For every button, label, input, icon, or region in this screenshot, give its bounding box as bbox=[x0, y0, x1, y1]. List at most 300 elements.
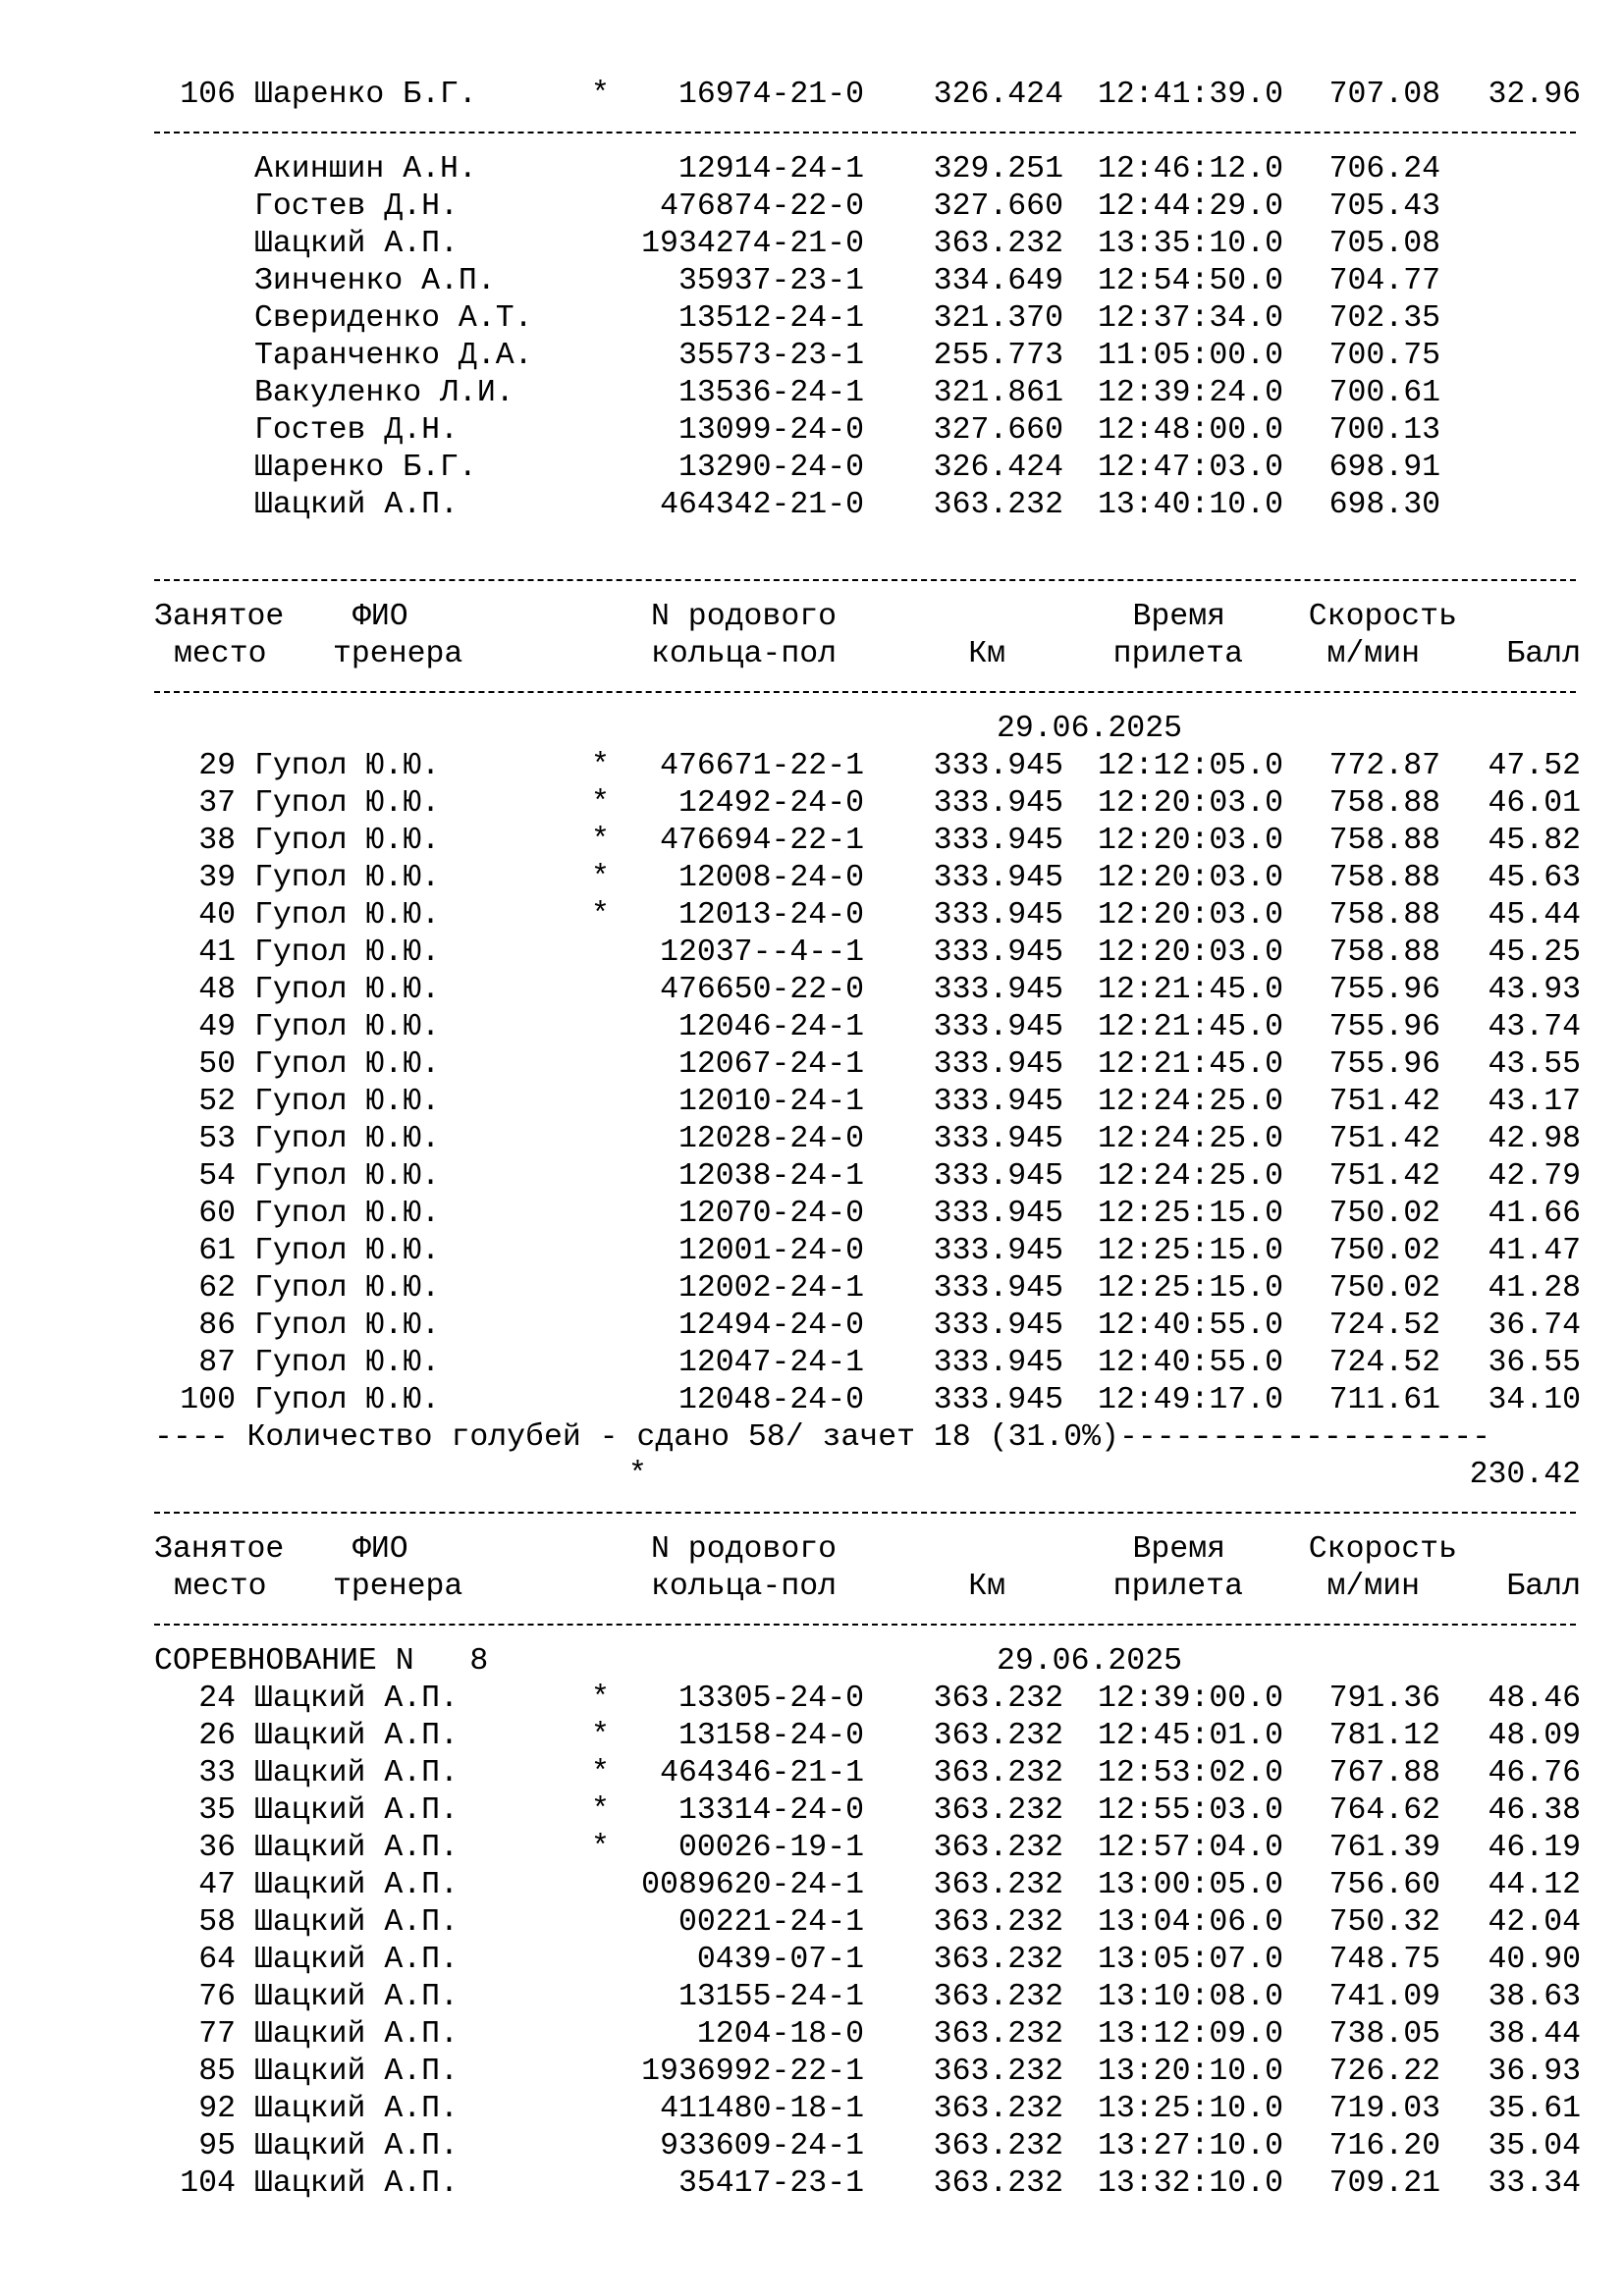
score-cell: 41.28 bbox=[1488, 1271, 1581, 1306]
place-cell: 47 bbox=[198, 1868, 236, 1902]
speed-cell: 700.75 bbox=[1328, 339, 1440, 373]
trainer-name-cell: Шацкий А.П. bbox=[254, 1756, 459, 1790]
arrival-time-cell: 12:57:04.0 bbox=[1097, 1831, 1283, 1865]
header-speed-2: м/мин bbox=[1326, 1570, 1420, 1604]
trainer-name-cell: Гупол Ю.Ю. bbox=[254, 1383, 441, 1417]
trainer-name-cell: Свериденко А.Т. bbox=[254, 301, 533, 336]
speed-cell: 726.22 bbox=[1328, 2055, 1440, 2089]
speed-cell: 702.35 bbox=[1328, 301, 1440, 336]
ring-number-cell: 12048-24-0 bbox=[677, 1383, 864, 1417]
trainer-name-cell: Шацкий А.П. bbox=[254, 227, 459, 261]
speed-cell: 707.08 bbox=[1328, 78, 1440, 112]
arrival-time-cell: 12:47:03.0 bbox=[1097, 451, 1283, 485]
header-ring-2: кольца-пол bbox=[651, 637, 838, 671]
ring-number-cell: 12914-24-1 bbox=[677, 152, 864, 187]
header-place-2: место bbox=[174, 1570, 267, 1604]
distance-cell: 333.945 bbox=[933, 1271, 1063, 1306]
table-row bbox=[0, 1196, 1624, 1233]
speed-cell: 756.60 bbox=[1328, 1868, 1440, 1902]
arrival-time-cell: 12:44:29.0 bbox=[1097, 189, 1283, 224]
arrival-time-cell: 12:25:15.0 bbox=[1097, 1234, 1283, 1268]
trainer-name-cell: Шацкий А.П. bbox=[254, 1831, 459, 1865]
score-cell: 44.12 bbox=[1488, 1868, 1581, 1902]
table-row bbox=[0, 1046, 1624, 1084]
place-cell: 37 bbox=[198, 786, 236, 821]
score-cell: 40.90 bbox=[1488, 1943, 1581, 1977]
trainer-name-cell: Гупол Ю.Ю. bbox=[254, 1308, 441, 1343]
table-row bbox=[0, 897, 1624, 934]
ring-number-cell: 476874-22-0 bbox=[660, 189, 864, 224]
trainer-name-cell: Шацкий А.П. bbox=[254, 1719, 459, 1753]
distance-cell: 363.232 bbox=[933, 488, 1063, 522]
table-row bbox=[0, 1904, 1624, 1942]
score-cell: 36.55 bbox=[1488, 1346, 1581, 1380]
table-row bbox=[0, 860, 1624, 897]
score-cell: 46.19 bbox=[1488, 1831, 1581, 1865]
speed-cell: 724.52 bbox=[1328, 1308, 1440, 1343]
arrival-time-cell: 12:20:03.0 bbox=[1097, 935, 1283, 970]
arrival-time-cell: 13:12:09.0 bbox=[1097, 2017, 1283, 2052]
trainer-name-cell: Гупол Ю.Ю. bbox=[254, 1159, 441, 1194]
table-row bbox=[0, 1084, 1624, 1121]
speed-cell: 706.24 bbox=[1328, 152, 1440, 187]
distance-cell: 333.945 bbox=[933, 1010, 1063, 1044]
header-fio-2: тренера bbox=[333, 637, 463, 671]
speed-cell: 711.61 bbox=[1328, 1383, 1440, 1417]
arrival-time-cell: 13:27:10.0 bbox=[1097, 2129, 1283, 2163]
score-cell: 34.10 bbox=[1488, 1383, 1581, 1417]
speed-cell: 755.96 bbox=[1328, 1010, 1440, 1044]
distance-cell: 363.232 bbox=[933, 1793, 1063, 1828]
place-cell: 95 bbox=[198, 2129, 236, 2163]
ring-number-cell: 1934274-21-0 bbox=[641, 227, 864, 261]
divider-line bbox=[0, 673, 1624, 711]
speed-cell: 755.96 bbox=[1328, 1047, 1440, 1082]
table-row bbox=[0, 1270, 1624, 1308]
table-row bbox=[0, 300, 1624, 338]
place-cell: 64 bbox=[198, 1943, 236, 1977]
arrival-time-cell: 13:32:10.0 bbox=[1097, 2166, 1283, 2201]
table-row bbox=[0, 2128, 1624, 2165]
place-cell: 49 bbox=[198, 1010, 236, 1044]
place-cell: 33 bbox=[198, 1756, 236, 1790]
score-cell: 43.17 bbox=[1488, 1085, 1581, 1119]
speed-cell: 698.91 bbox=[1328, 451, 1440, 485]
ring-number-cell: 12067-24-1 bbox=[677, 1047, 864, 1082]
table-row bbox=[0, 785, 1624, 823]
header-km: Км bbox=[968, 1570, 1005, 1604]
header-time-2: прилета bbox=[1112, 1570, 1243, 1604]
place-cell: 40 bbox=[198, 898, 236, 933]
trainer-name-cell: Шацкий А.П. bbox=[254, 2166, 459, 2201]
trainer-name-cell: Гупол Ю.Ю. bbox=[254, 786, 441, 821]
speed-cell: 709.21 bbox=[1328, 2166, 1440, 2201]
speed-cell: 705.08 bbox=[1328, 227, 1440, 261]
table-row bbox=[0, 972, 1624, 1009]
speed-cell: 758.88 bbox=[1328, 786, 1440, 821]
ring-number-cell: 16974-21-0 bbox=[677, 78, 864, 112]
speed-cell: 751.42 bbox=[1328, 1122, 1440, 1156]
table-row bbox=[0, 2165, 1624, 2203]
mark-cell: * bbox=[591, 749, 610, 783]
trainer-name-cell: Гупол Ю.Ю. bbox=[254, 1346, 441, 1380]
header-time: Время bbox=[1132, 1532, 1225, 1567]
arrival-time-cell: 13:25:10.0 bbox=[1097, 2092, 1283, 2126]
mark-cell: * bbox=[591, 1756, 610, 1790]
distance-cell: 333.945 bbox=[933, 861, 1063, 895]
ring-number-cell: 464346-21-1 bbox=[660, 1756, 864, 1790]
score-cell: 43.55 bbox=[1488, 1047, 1581, 1082]
distance-cell: 321.370 bbox=[933, 301, 1063, 336]
arrival-time-cell: 12:53:02.0 bbox=[1097, 1756, 1283, 1790]
speed-cell: 750.32 bbox=[1328, 1905, 1440, 1940]
place-cell: 29 bbox=[198, 749, 236, 783]
distance-cell: 326.424 bbox=[933, 451, 1063, 485]
header-place: Занятое bbox=[154, 600, 285, 634]
ring-number-cell: 0439-07-1 bbox=[696, 1943, 864, 1977]
header-ring-2: кольца-пол bbox=[651, 1570, 838, 1604]
place-cell: 92 bbox=[198, 2092, 236, 2126]
ring-number-cell: 12008-24-0 bbox=[677, 861, 864, 895]
place-cell: 24 bbox=[198, 1682, 236, 1716]
score-cell: 36.93 bbox=[1488, 2055, 1581, 2089]
distance-cell: 333.945 bbox=[933, 1047, 1063, 1082]
arrival-time-cell: 13:35:10.0 bbox=[1097, 227, 1283, 261]
ring-number-cell: 12028-24-0 bbox=[677, 1122, 864, 1156]
arrival-time-cell: 12:55:03.0 bbox=[1097, 1793, 1283, 1828]
distance-cell: 363.232 bbox=[933, 2166, 1063, 2201]
arrival-time-cell: 12:39:00.0 bbox=[1097, 1682, 1283, 1716]
score-cell: 43.74 bbox=[1488, 1010, 1581, 1044]
arrival-time-cell: 12:46:12.0 bbox=[1097, 152, 1283, 187]
trainer-name-cell: Шацкий А.П. bbox=[254, 1905, 459, 1940]
table-row bbox=[0, 748, 1624, 785]
dashed-rule bbox=[154, 691, 1576, 693]
arrival-time-cell: 12:49:17.0 bbox=[1097, 1383, 1283, 1417]
table-row bbox=[0, 1681, 1624, 1718]
arrival-time-cell: 12:39:24.0 bbox=[1097, 376, 1283, 410]
speed-cell: 704.77 bbox=[1328, 264, 1440, 298]
ring-number-cell: 476694-22-1 bbox=[660, 824, 864, 858]
table-row bbox=[0, 375, 1624, 412]
summary-text: ---- Количество голубей - сдано 58/ зачет 18 (31.0%)-------------------- bbox=[154, 1420, 1491, 1455]
arrival-time-cell: 12:20:03.0 bbox=[1097, 898, 1283, 933]
ring-number-cell: 13099-24-0 bbox=[677, 413, 864, 448]
distance-cell: 363.232 bbox=[933, 1719, 1063, 1753]
speed-cell: 761.39 bbox=[1328, 1831, 1440, 1865]
score-cell: 45.63 bbox=[1488, 861, 1581, 895]
ring-number-cell: 13536-24-1 bbox=[677, 376, 864, 410]
ring-number-cell: 13512-24-1 bbox=[677, 301, 864, 336]
dashed-rule bbox=[154, 579, 1576, 581]
speed-cell: 716.20 bbox=[1328, 2129, 1440, 2163]
speed-cell: 719.03 bbox=[1328, 2092, 1440, 2126]
distance-cell: 363.232 bbox=[933, 1682, 1063, 1716]
distance-cell: 333.945 bbox=[933, 1159, 1063, 1194]
ring-number-cell: 12037--4--1 bbox=[660, 935, 864, 970]
ring-number-cell: 464342-21-0 bbox=[660, 488, 864, 522]
table-row bbox=[0, 1009, 1624, 1046]
trainer-name-cell: Зинченко А.П. bbox=[254, 264, 496, 298]
place-cell: 36 bbox=[198, 1831, 236, 1865]
place-cell: 26 bbox=[198, 1719, 236, 1753]
table-row bbox=[0, 1830, 1624, 1867]
arrival-time-cell: 13:00:05.0 bbox=[1097, 1868, 1283, 1902]
column-header-row-2 bbox=[0, 636, 1624, 673]
competition-title: СОРЕВНОВАНИЕ N 8 bbox=[154, 1644, 489, 1679]
score-cell: 43.93 bbox=[1488, 973, 1581, 1007]
header-score: Балл bbox=[1506, 1570, 1581, 1604]
place-cell: 48 bbox=[198, 973, 236, 1007]
table-row bbox=[0, 1755, 1624, 1792]
ring-number-cell: 35573-23-1 bbox=[677, 339, 864, 373]
speed-cell: 758.88 bbox=[1328, 824, 1440, 858]
speed-cell: 767.88 bbox=[1328, 1756, 1440, 1790]
score-cell: 45.44 bbox=[1488, 898, 1581, 933]
mark-cell: * bbox=[591, 1793, 610, 1828]
table-row bbox=[0, 188, 1624, 226]
arrival-time-cell: 13:20:10.0 bbox=[1097, 2055, 1283, 2089]
table-row bbox=[0, 226, 1624, 263]
place-cell: 85 bbox=[198, 2055, 236, 2089]
arrival-time-cell: 13:04:06.0 bbox=[1097, 1905, 1283, 1940]
table-row bbox=[0, 151, 1624, 188]
speed-cell: 700.13 bbox=[1328, 413, 1440, 448]
divider-line bbox=[0, 561, 1624, 599]
trainer-name-cell: Гупол Ю.Ю. bbox=[254, 824, 441, 858]
ring-number-cell: 933609-24-1 bbox=[660, 2129, 864, 2163]
trainer-name-cell: Гупол Ю.Ю. bbox=[254, 1047, 441, 1082]
distance-cell: 333.945 bbox=[933, 786, 1063, 821]
ring-number-cell: 476650-22-0 bbox=[660, 973, 864, 1007]
arrival-time-cell: 12:12:05.0 bbox=[1097, 749, 1283, 783]
ring-number-cell: 13155-24-1 bbox=[677, 1980, 864, 2014]
place-cell: 35 bbox=[198, 1793, 236, 1828]
arrival-time-cell: 12:20:03.0 bbox=[1097, 861, 1283, 895]
trainer-name-cell: Шацкий А.П. bbox=[254, 1943, 459, 1977]
header-time: Время bbox=[1132, 600, 1225, 634]
speed-cell: 758.88 bbox=[1328, 898, 1440, 933]
column-header-row-1 bbox=[0, 1531, 1624, 1569]
place-cell: 77 bbox=[198, 2017, 236, 2052]
score-cell: 38.63 bbox=[1488, 1980, 1581, 2014]
table-row bbox=[0, 77, 1624, 114]
table-row bbox=[0, 1121, 1624, 1158]
header-speed: Скорость bbox=[1308, 600, 1457, 634]
score-cell: 46.38 bbox=[1488, 1793, 1581, 1828]
dashed-rule bbox=[154, 132, 1576, 133]
date-row bbox=[0, 711, 1624, 748]
header-fio: ФИО bbox=[352, 1532, 408, 1567]
score-cell: 42.98 bbox=[1488, 1122, 1581, 1156]
speed-cell: 764.62 bbox=[1328, 1793, 1440, 1828]
score-cell: 47.52 bbox=[1488, 749, 1581, 783]
trainer-name-cell: Гупол Ю.Ю. bbox=[254, 935, 441, 970]
speed-cell: 751.42 bbox=[1328, 1085, 1440, 1119]
distance-cell: 333.945 bbox=[933, 973, 1063, 1007]
place-cell: 87 bbox=[198, 1346, 236, 1380]
ring-number-cell: 35417-23-1 bbox=[677, 2166, 864, 2201]
spacer bbox=[0, 524, 1624, 561]
header-score: Балл bbox=[1506, 637, 1581, 671]
table-row bbox=[0, 1867, 1624, 1904]
trainer-name-cell: Шацкий А.П. bbox=[254, 488, 459, 522]
table-row bbox=[0, 823, 1624, 860]
trainer-name-cell: Акиншин А.Н. bbox=[254, 152, 477, 187]
trainer-name-cell: Таранченко Д.А. bbox=[254, 339, 533, 373]
summary-total-row bbox=[0, 1457, 1624, 1494]
distance-cell: 255.773 bbox=[933, 339, 1063, 373]
trainer-name-cell: Гупол Ю.Ю. bbox=[254, 1122, 441, 1156]
ring-number-cell: 12001-24-0 bbox=[677, 1234, 864, 1268]
arrival-time-cell: 12:21:45.0 bbox=[1097, 1047, 1283, 1082]
arrival-time-cell: 13:40:10.0 bbox=[1097, 488, 1283, 522]
competition-title-row bbox=[0, 1643, 1624, 1681]
trainer-name-cell: Вакуленко Л.И. bbox=[254, 376, 514, 410]
trainer-name-cell: Гупол Ю.Ю. bbox=[254, 1085, 441, 1119]
ring-number-cell: 1204-18-0 bbox=[696, 2017, 864, 2052]
speed-cell: 705.43 bbox=[1328, 189, 1440, 224]
place-cell: 39 bbox=[198, 861, 236, 895]
arrival-time-cell: 12:25:15.0 bbox=[1097, 1197, 1283, 1231]
distance-cell: 333.945 bbox=[933, 1383, 1063, 1417]
speed-cell: 781.12 bbox=[1328, 1719, 1440, 1753]
ring-number-cell: 12047-24-1 bbox=[677, 1346, 864, 1380]
trainer-name-cell: Гупол Ю.Ю. bbox=[254, 898, 441, 933]
speed-cell: 741.09 bbox=[1328, 1980, 1440, 2014]
header-km: Км bbox=[968, 637, 1005, 671]
distance-cell: 327.660 bbox=[933, 189, 1063, 224]
competition-date: 29.06.2025 bbox=[996, 1644, 1182, 1679]
arrival-time-cell: 12:41:39.0 bbox=[1097, 78, 1283, 112]
trainer-name-cell: Шацкий А.П. bbox=[254, 1682, 459, 1716]
place-cell: 76 bbox=[198, 1980, 236, 2014]
table-row bbox=[0, 1382, 1624, 1419]
header-fio: ФИО bbox=[352, 600, 408, 634]
header-speed: Скорость bbox=[1308, 1532, 1457, 1567]
dashed-rule bbox=[154, 1624, 1576, 1626]
distance-cell: 333.945 bbox=[933, 1085, 1063, 1119]
table-row bbox=[0, 1942, 1624, 1979]
summary-mark: * bbox=[628, 1458, 647, 1492]
distance-cell: 334.649 bbox=[933, 264, 1063, 298]
place-cell: 86 bbox=[198, 1308, 236, 1343]
mark-cell: * bbox=[591, 786, 610, 821]
table-row bbox=[0, 487, 1624, 524]
distance-cell: 333.945 bbox=[933, 935, 1063, 970]
speed-cell: 791.36 bbox=[1328, 1682, 1440, 1716]
mark-cell: * bbox=[591, 1831, 610, 1865]
distance-cell: 326.424 bbox=[933, 78, 1063, 112]
place-cell: 62 bbox=[198, 1271, 236, 1306]
place-cell: 54 bbox=[198, 1159, 236, 1194]
trainer-name-cell: Гупол Ю.Ю. bbox=[254, 1234, 441, 1268]
speed-cell: 698.30 bbox=[1328, 488, 1440, 522]
score-cell: 41.47 bbox=[1488, 1234, 1581, 1268]
header-place: Занятое bbox=[154, 1532, 285, 1567]
ring-number-cell: 00026-19-1 bbox=[677, 1831, 864, 1865]
speed-cell: 758.88 bbox=[1328, 861, 1440, 895]
trainer-name-cell: Шаренко Б.Г. bbox=[254, 451, 477, 485]
table-row bbox=[0, 1718, 1624, 1755]
table-row bbox=[0, 2016, 1624, 2054]
trainer-name-cell: Шацкий А.П. bbox=[254, 1868, 459, 1902]
summary-row bbox=[0, 1419, 1624, 1457]
trainer-name-cell: Гупол Ю.Ю. bbox=[254, 973, 441, 1007]
arrival-time-cell: 12:20:03.0 bbox=[1097, 786, 1283, 821]
place-cell: 50 bbox=[198, 1047, 236, 1082]
table-row bbox=[0, 1792, 1624, 1830]
speed-cell: 758.88 bbox=[1328, 935, 1440, 970]
header-time-2: прилета bbox=[1112, 637, 1243, 671]
score-cell: 41.66 bbox=[1488, 1197, 1581, 1231]
distance-cell: 333.945 bbox=[933, 1197, 1063, 1231]
ring-number-cell: 12038-24-1 bbox=[677, 1159, 864, 1194]
ring-number-cell: 12013-24-0 bbox=[677, 898, 864, 933]
score-cell: 46.76 bbox=[1488, 1756, 1581, 1790]
distance-cell: 363.232 bbox=[933, 2017, 1063, 2052]
trainer-name-cell: Гупол Ю.Ю. bbox=[254, 1010, 441, 1044]
ring-number-cell: 13158-24-0 bbox=[677, 1719, 864, 1753]
score-cell: 45.82 bbox=[1488, 824, 1581, 858]
score-cell: 45.25 bbox=[1488, 935, 1581, 970]
ring-number-cell: 12070-24-0 bbox=[677, 1197, 864, 1231]
trainer-name-cell: Гупол Ю.Ю. bbox=[254, 1271, 441, 1306]
divider-line bbox=[0, 114, 1624, 151]
place-cell: 104 bbox=[180, 2166, 236, 2201]
divider-line bbox=[0, 1606, 1624, 1643]
distance-cell: 333.945 bbox=[933, 824, 1063, 858]
table-row bbox=[0, 263, 1624, 300]
distance-cell: 363.232 bbox=[933, 1905, 1063, 1940]
distance-cell: 329.251 bbox=[933, 152, 1063, 187]
distance-cell: 363.232 bbox=[933, 2129, 1063, 2163]
trainer-name-cell: Шацкий А.П. bbox=[254, 2092, 459, 2126]
header-ring: N родового bbox=[651, 600, 838, 634]
speed-cell: 750.02 bbox=[1328, 1234, 1440, 1268]
place-cell: 58 bbox=[198, 1905, 236, 1940]
distance-cell: 333.945 bbox=[933, 1346, 1063, 1380]
score-cell: 48.46 bbox=[1488, 1682, 1581, 1716]
trainer-name-cell: Шацкий А.П. bbox=[254, 2017, 459, 2052]
trainer-name-cell: Шацкий А.П. bbox=[254, 2129, 459, 2163]
score-cell: 42.04 bbox=[1488, 1905, 1581, 1940]
ring-number-cell: 411480-18-1 bbox=[660, 2092, 864, 2126]
mark-cell: * bbox=[591, 78, 610, 112]
table-row bbox=[0, 1979, 1624, 2016]
trainer-name-cell: Шацкий А.П. bbox=[254, 2055, 459, 2089]
speed-cell: 750.02 bbox=[1328, 1271, 1440, 1306]
ring-number-cell: 12002-24-1 bbox=[677, 1271, 864, 1306]
trainer-name-cell: Гостев Д.Н. bbox=[254, 189, 459, 224]
score-cell: 35.61 bbox=[1488, 2092, 1581, 2126]
ring-number-cell: 1936992-22-1 bbox=[641, 2055, 864, 2089]
header-place-2: место bbox=[174, 637, 267, 671]
arrival-time-cell: 12:24:25.0 bbox=[1097, 1085, 1283, 1119]
mark-cell: * bbox=[591, 861, 610, 895]
place-cell: 106 bbox=[180, 78, 236, 112]
arrival-time-cell: 12:40:55.0 bbox=[1097, 1346, 1283, 1380]
trainer-name-cell: Шаренко Б.Г. bbox=[254, 78, 477, 112]
results-sheet bbox=[0, 77, 1624, 2203]
speed-cell: 750.02 bbox=[1328, 1197, 1440, 1231]
score-cell: 46.01 bbox=[1488, 786, 1581, 821]
arrival-time-cell: 12:40:55.0 bbox=[1097, 1308, 1283, 1343]
place-cell: 38 bbox=[198, 824, 236, 858]
table-row bbox=[0, 338, 1624, 375]
arrival-time-cell: 12:21:45.0 bbox=[1097, 1010, 1283, 1044]
table-row bbox=[0, 1158, 1624, 1196]
